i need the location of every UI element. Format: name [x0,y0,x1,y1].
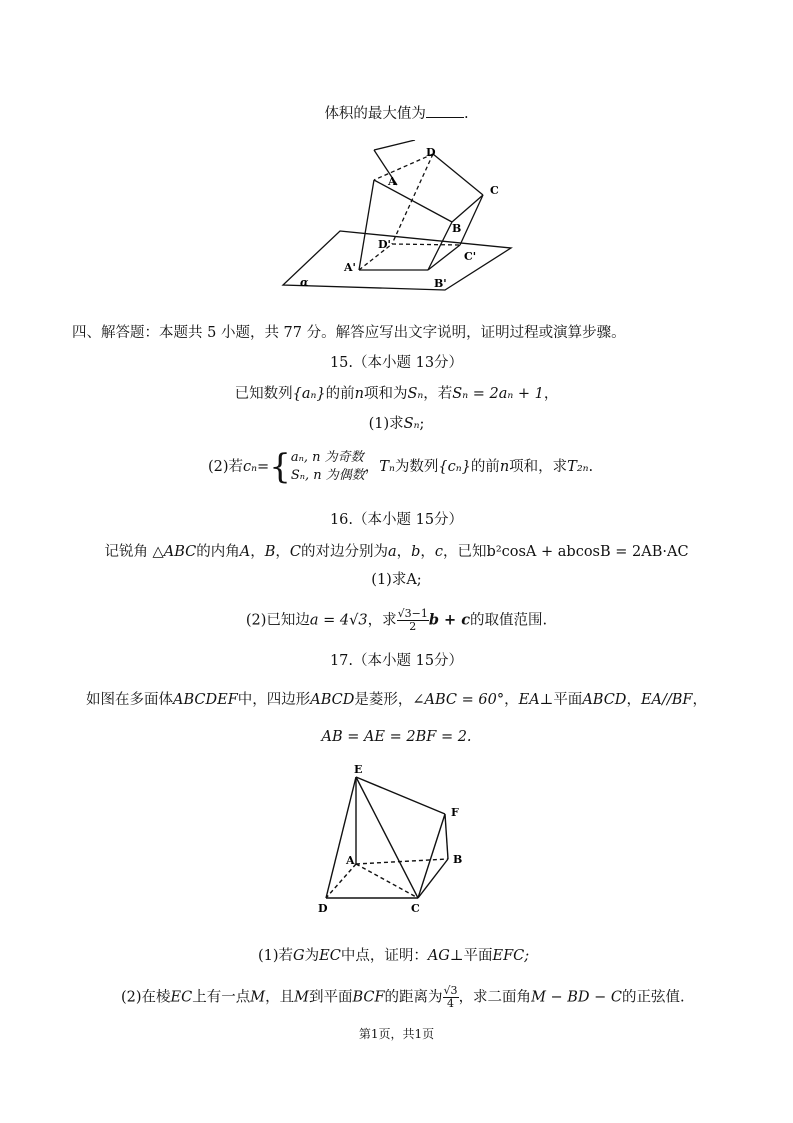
edge-CB [452,195,483,222]
label-alpha: α [300,276,309,289]
edge-EC [356,777,418,898]
edge-FC [418,814,445,898]
label-B: B [453,853,463,866]
fraction: $\frac{√3-1}{2}$ [397,607,428,633]
label-A: A [388,175,397,188]
edge-DC [433,154,483,195]
edge-FB [445,814,448,859]
label-D: D [318,902,328,915]
figure-polyhedron [305,760,485,918]
plane-alpha [283,231,511,290]
q17-stem: 如图在多面体ABCDEF中，四边形ABCD是菱形，∠ABC = 60°，EA⊥平面ABCD，EA//BF， [86,692,707,708]
edge-ED [326,777,356,898]
edge-CC' [460,195,483,245]
q15-part1: (1)求Sₙ; [368,416,425,432]
edge-D'C'-hidden [392,244,460,245]
label-C-prime: C' [464,250,477,263]
q17-part1: (1)若G为EC中点，证明：AG⊥平面EFC; [258,948,530,964]
edge-AA' [359,180,374,270]
q15-stem: 已知数列{aₙ}的前n项和为Sₙ，若Sₙ = 2aₙ + 1， [234,386,559,402]
label-E: E [354,763,363,776]
edge-AB-hidden [356,859,448,864]
prev-question-tail: 体积的最大值为 . [324,106,469,122]
q16-part2: (2)已知边a = 4√3，求 $\frac{√3-1}{2}$ b + c的取值范围. [245,607,548,633]
label-B-prime: B' [434,277,447,290]
label-C: C [490,184,499,197]
q15-header: 15.（本小题 13分） [329,355,464,371]
brace-icon: { [269,447,291,487]
edge-B'C' [428,245,460,270]
label-F: F [451,806,459,819]
edge-BB' [428,222,452,270]
label-A: A [346,854,355,867]
edge-DD'-hidden [392,154,433,244]
edge-DA-hidden [374,154,433,180]
q17-header: 17.（本小题 15分） [329,653,464,669]
answer-blank [426,105,464,118]
figure-prism-on-plane [280,140,520,300]
q16-stem: 记锐角 △ABC的内角A，B，C的对边分别为a，b，c，已知b²cosA + abcosB = 2AB·AC [104,544,689,560]
label-B: B [452,222,462,235]
q16-header: 16.（本小题 15分） [329,512,464,528]
q16-part1: (1)求A; [371,572,422,588]
q17-part2: (2)在棱EC上有一点M，且M到平面BCF的距离为 $\frac{√3}{4}$ ，求二面角M − BD − C的正弦值. [121,984,685,1010]
page-footer: 第1页，共1页 [358,1027,435,1041]
label-D: D [426,146,436,159]
q15-part2: (2)若cₙ={ aₙ, n 为奇数 Sₙ, n 为偶数 ，Tₙ为数列{cₙ}的前n项和，求T₂ₙ. [208,447,594,487]
label-D-prime: D' [378,238,391,251]
edge-EF [356,777,445,814]
label-A-prime: A' [344,261,356,274]
q17-lengths: AB = AE = 2BF = 2. [321,729,472,745]
edge-BC [418,859,448,898]
label-C: C [411,902,420,915]
piecewise-cases: aₙ, n 为奇数 Sₙ, n 为偶数 [290,450,365,483]
distance-fraction: $\frac{√3}{4}$ [443,984,458,1010]
section-title: 四、解答题：本题共 5 小题，共 77 分。解答应写出文字说明，证明过程或演算步骤。 [72,325,626,341]
